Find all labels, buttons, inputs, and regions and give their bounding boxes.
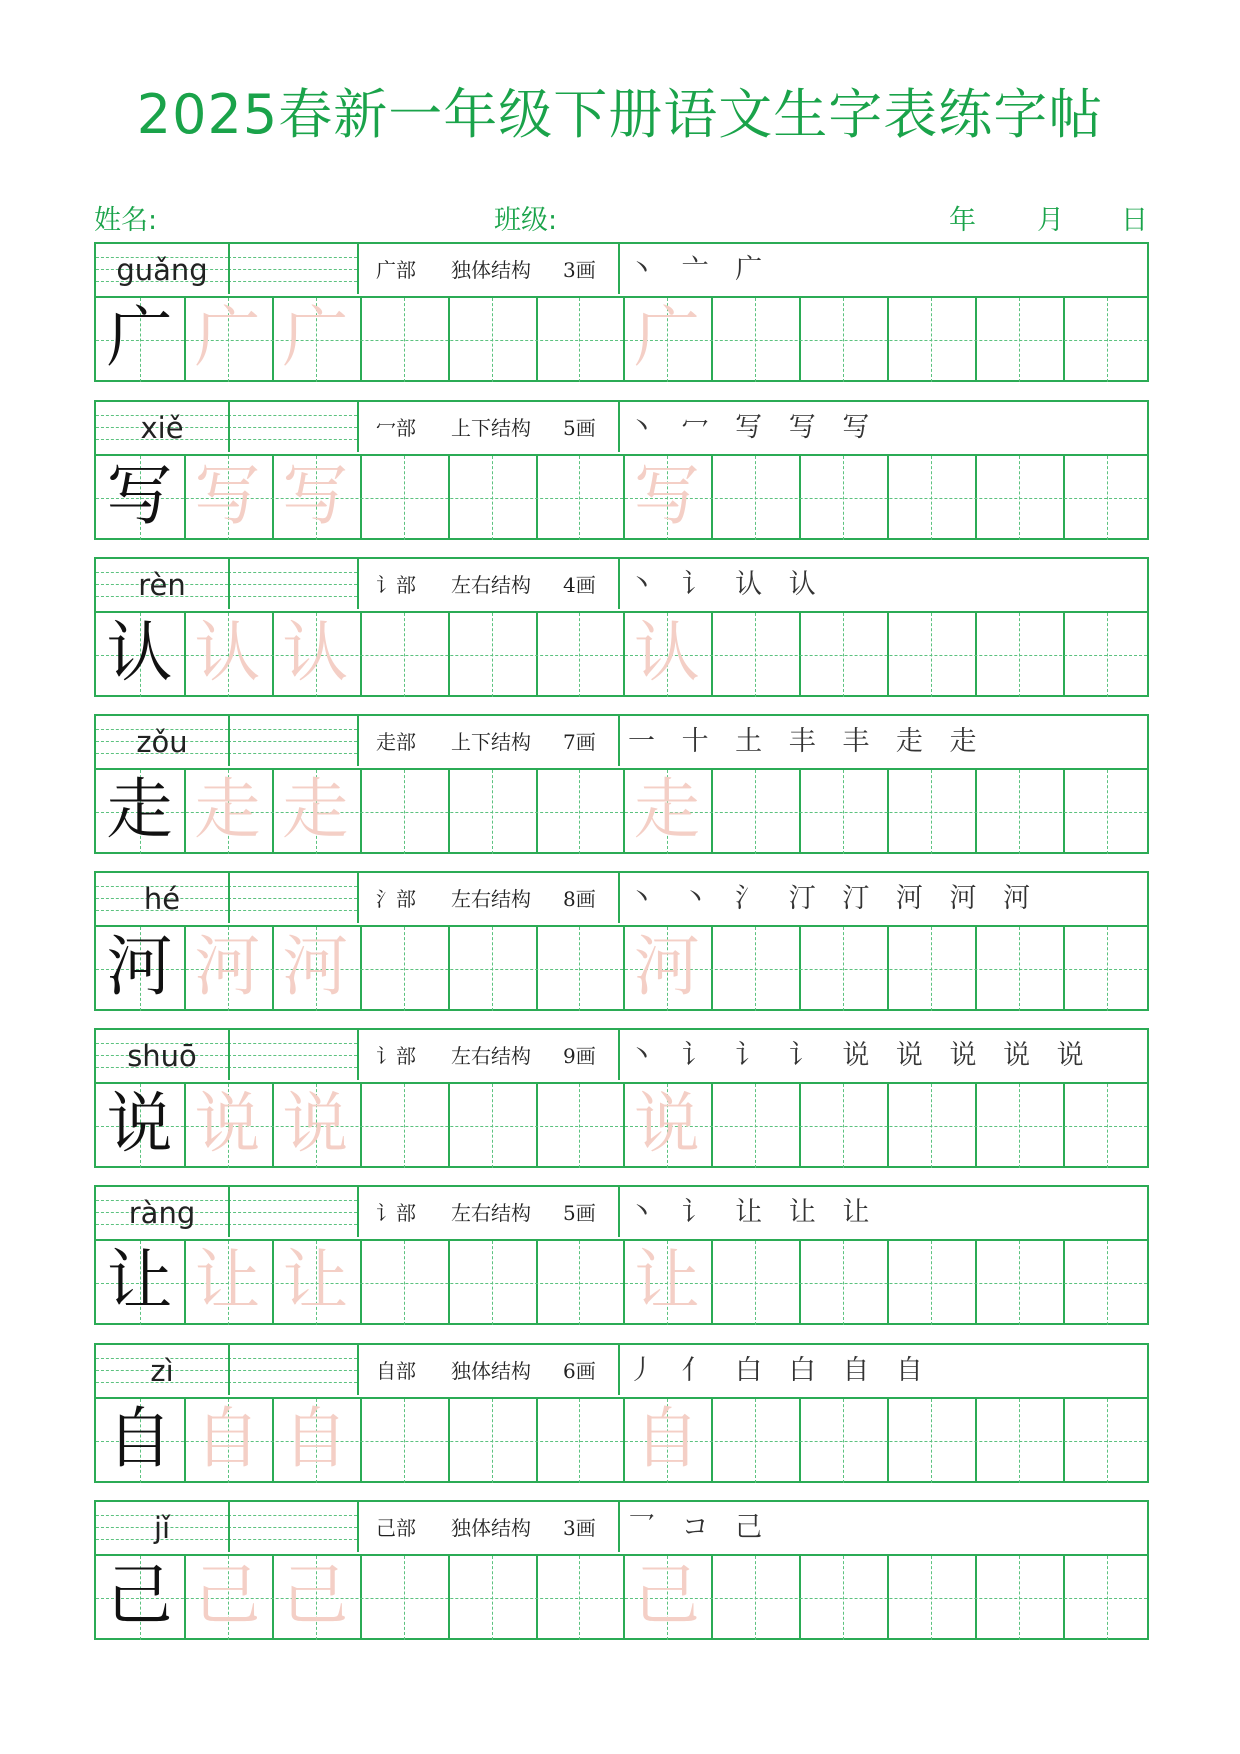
character-block: [94, 242, 1149, 382]
stroke-order: 丶 讠 讠 讠 说 说 说 说 说: [628, 1040, 1093, 1071]
cell-divider: [975, 1239, 977, 1323]
pinyin-guide-line: [228, 729, 357, 730]
stroke-order: 丶 亠 广: [628, 254, 772, 285]
trace-character: 河: [194, 928, 261, 1005]
trace-character: 广: [282, 299, 349, 376]
trace-character: 写: [282, 457, 349, 534]
structure: 独体结构: [451, 1359, 531, 1383]
model-character: 写: [106, 457, 173, 534]
model-character: 广: [106, 299, 173, 376]
stroke-count: 9画: [563, 1044, 596, 1068]
cell-divider: [887, 1239, 889, 1323]
cell-divider: [536, 925, 538, 1009]
cell-divider: [360, 925, 362, 1009]
pinyin-guide-line: [228, 584, 357, 585]
cell-divider: [975, 1397, 977, 1481]
cell-divider: [618, 1345, 620, 1395]
cell-divider: [887, 454, 889, 538]
cell-divider: [618, 1030, 620, 1080]
structure: 上下结构: [451, 730, 531, 754]
pinyin-guide-line: [228, 1224, 357, 1225]
trace-character: 写: [194, 457, 261, 534]
cell-divider: [360, 768, 362, 852]
stroke-order: 丶 冖 写 写 写: [628, 412, 879, 443]
radical: 讠部: [376, 1044, 416, 1068]
character-block: [94, 1028, 1149, 1168]
trace-character: 广: [633, 299, 700, 376]
cell-divider: [887, 296, 889, 380]
cell-divider: [975, 1082, 977, 1166]
radical: 讠部: [376, 1201, 416, 1225]
radical: 走部: [376, 730, 416, 754]
stroke-count: 5画: [563, 1201, 596, 1225]
trace-character: 己: [633, 1557, 700, 1634]
structure: 独体结构: [451, 258, 531, 282]
cell-divider: [357, 244, 359, 294]
model-character: 走: [106, 771, 173, 848]
trace-character: 让: [633, 1242, 700, 1319]
trace-character: 己: [194, 1557, 261, 1634]
cell-divider: [357, 1030, 359, 1080]
structure: 左右结构: [451, 573, 531, 597]
pinyin-guide-line: [228, 910, 357, 911]
trace-character: 说: [633, 1085, 700, 1162]
pinyin: hé: [143, 882, 181, 916]
cell-divider: [228, 1345, 230, 1395]
pinyin-guide-line: [228, 281, 357, 282]
pinyin-guide-line: [228, 257, 357, 258]
trace-character: 让: [194, 1242, 261, 1319]
cell-divider: [448, 296, 450, 380]
cell-divider: [1063, 454, 1065, 538]
cell-divider: [1063, 768, 1065, 852]
cell-divider: [360, 1397, 362, 1481]
model-character: 河: [106, 928, 173, 1005]
cell-divider: [448, 925, 450, 1009]
model-character: 认: [106, 614, 173, 691]
stroke-count: 4画: [563, 573, 596, 597]
cell-divider: [228, 402, 230, 452]
pinyin: shuō: [127, 1039, 197, 1073]
stroke-order: 乛 コ 己: [628, 1512, 772, 1543]
pinyin-guide-line: [228, 572, 357, 573]
cell-divider: [618, 402, 620, 452]
trace-character: 说: [194, 1085, 261, 1162]
stroke-count: 6画: [563, 1359, 596, 1383]
trace-character: 走: [633, 771, 700, 848]
cell-divider: [799, 1239, 801, 1323]
cell-divider: [975, 768, 977, 852]
cell-divider: [448, 454, 450, 538]
trace-character: 认: [633, 614, 700, 691]
trace-character: 河: [282, 928, 349, 1005]
cell-divider: [448, 1082, 450, 1166]
cell-divider: [975, 454, 977, 538]
month-label: 月: [1037, 205, 1064, 236]
cell-divider: [357, 716, 359, 766]
cell-divider: [975, 925, 977, 1009]
cell-divider: [360, 1082, 362, 1166]
cell-divider: [360, 454, 362, 538]
name-label: 姓名:: [94, 205, 158, 236]
trace-character: 自: [633, 1400, 700, 1477]
cell-divider: [1063, 1554, 1065, 1638]
model-character: 己: [106, 1557, 173, 1634]
cell-divider: [448, 611, 450, 695]
cell-divider: [228, 716, 230, 766]
stroke-count: 8画: [563, 887, 596, 911]
pinyin-guide-line: [228, 439, 357, 440]
cell-divider: [1063, 611, 1065, 695]
cell-divider: [711, 296, 713, 380]
cell-divider: [536, 611, 538, 695]
pinyin: jǐ: [153, 1511, 171, 1545]
cell-divider: [711, 925, 713, 1009]
cell-divider: [975, 296, 977, 380]
cell-divider: [228, 873, 230, 923]
cell-divider: [1063, 1239, 1065, 1323]
cell-divider: [228, 1187, 230, 1237]
trace-character: 河: [633, 928, 700, 1005]
cell-divider: [360, 1554, 362, 1638]
radical: 讠部: [376, 573, 416, 597]
radical: 氵部: [376, 887, 416, 911]
cell-divider: [448, 768, 450, 852]
pinyin-guide-line: [228, 1382, 357, 1383]
character-block: [94, 1500, 1149, 1640]
cell-divider: [536, 296, 538, 380]
cell-divider: [448, 1239, 450, 1323]
stroke-order: 丿 亻 白 白 自 自: [628, 1355, 932, 1386]
trace-character: 自: [194, 1400, 261, 1477]
radical: 冖部: [376, 416, 416, 440]
cell-divider: [711, 768, 713, 852]
pinyin-guide-line: [228, 1043, 357, 1044]
day-label: 日: [1121, 205, 1148, 236]
pinyin: guǎng: [116, 253, 208, 287]
cell-divider: [357, 402, 359, 452]
cell-divider: [799, 1082, 801, 1166]
structure: 左右结构: [451, 887, 531, 911]
cell-divider: [536, 1239, 538, 1323]
model-character: 说: [106, 1085, 173, 1162]
stroke-count: 3画: [563, 258, 596, 282]
cell-divider: [360, 611, 362, 695]
cell-divider: [711, 611, 713, 695]
cell-divider: [799, 1554, 801, 1638]
character-block: [94, 557, 1149, 697]
trace-character: 走: [194, 771, 261, 848]
trace-character: 己: [282, 1557, 349, 1634]
cell-divider: [360, 296, 362, 380]
cell-divider: [711, 1239, 713, 1323]
stroke-count: 5画: [563, 416, 596, 440]
cell-divider: [228, 1502, 230, 1552]
cell-divider: [536, 454, 538, 538]
cell-divider: [1063, 1082, 1065, 1166]
stroke-order: 丶 讠 认 认: [628, 569, 825, 600]
character-block: [94, 871, 1149, 1011]
trace-character: 认: [194, 614, 261, 691]
stroke-count: 3画: [563, 1516, 596, 1540]
cell-divider: [887, 1082, 889, 1166]
cell-divider: [711, 454, 713, 538]
structure: 左右结构: [451, 1201, 531, 1225]
cell-divider: [887, 611, 889, 695]
cell-divider: [618, 873, 620, 923]
pinyin-guide-line: [228, 1212, 357, 1213]
cell-divider: [711, 1554, 713, 1638]
cell-divider: [228, 1030, 230, 1080]
cell-divider: [711, 1397, 713, 1481]
pinyin-guide-line: [228, 1200, 357, 1201]
cell-divider: [618, 244, 620, 294]
class-label: 班级:: [494, 205, 558, 236]
cell-divider: [357, 1345, 359, 1395]
cell-divider: [799, 454, 801, 538]
cell-divider: [1063, 925, 1065, 1009]
page-title: 2025春新一年级下册语文生字表练字帖: [136, 83, 1104, 146]
stroke-order: 一 十 土 丰 丰 走 走: [628, 726, 986, 757]
pinyin-guide-line: [228, 898, 357, 899]
pinyin: zǒu: [136, 725, 188, 759]
trace-character: 自: [282, 1400, 349, 1477]
year-label: 年: [949, 205, 976, 236]
pinyin-guide-line: [228, 1370, 357, 1371]
pinyin-guide-line: [228, 753, 357, 754]
pinyin-guide-line: [228, 596, 357, 597]
trace-character: 认: [282, 614, 349, 691]
stroke-count: 7画: [563, 730, 596, 754]
cell-divider: [799, 925, 801, 1009]
cell-divider: [618, 716, 620, 766]
radical: 自部: [376, 1359, 416, 1383]
pinyin-guide-line: [228, 427, 357, 428]
trace-character: 走: [282, 771, 349, 848]
cell-divider: [228, 559, 230, 609]
pinyin-guide-line: [228, 1539, 357, 1540]
cell-divider: [357, 873, 359, 923]
radical: 己部: [376, 1516, 416, 1540]
cell-divider: [360, 1239, 362, 1323]
cell-divider: [536, 1397, 538, 1481]
pinyin-guide-line: [228, 741, 357, 742]
cell-divider: [975, 611, 977, 695]
cell-divider: [448, 1554, 450, 1638]
character-block: [94, 1185, 1149, 1325]
structure: 左右结构: [451, 1044, 531, 1068]
model-character: 自: [106, 1400, 173, 1477]
pinyin-guide-line: [228, 1515, 357, 1516]
trace-character: 写: [633, 457, 700, 534]
model-character: 让: [106, 1242, 173, 1319]
cell-divider: [536, 1082, 538, 1166]
cell-divider: [799, 611, 801, 695]
pinyin-guide-line: [228, 886, 357, 887]
cell-divider: [618, 1187, 620, 1237]
cell-divider: [887, 768, 889, 852]
pinyin: ràng: [128, 1196, 196, 1230]
cell-divider: [975, 1554, 977, 1638]
pinyin: zì: [150, 1354, 174, 1388]
cell-divider: [357, 559, 359, 609]
cell-divider: [618, 559, 620, 609]
trace-character: 说: [282, 1085, 349, 1162]
pinyin-guide-line: [228, 1358, 357, 1359]
cell-divider: [1063, 296, 1065, 380]
trace-character: 让: [282, 1242, 349, 1319]
pinyin-guide-line: [228, 1055, 357, 1056]
pinyin-guide-line: [228, 1067, 357, 1068]
cell-divider: [887, 1554, 889, 1638]
cell-divider: [799, 768, 801, 852]
cell-divider: [618, 1502, 620, 1552]
structure: 上下结构: [451, 416, 531, 440]
cell-divider: [536, 1554, 538, 1638]
cell-divider: [357, 1502, 359, 1552]
radical: 广部: [376, 258, 416, 282]
character-block: [94, 400, 1149, 540]
cell-divider: [711, 1082, 713, 1166]
stroke-order: 丶 讠 让 让 让: [628, 1197, 879, 1228]
cell-divider: [887, 1397, 889, 1481]
cell-divider: [887, 925, 889, 1009]
cell-divider: [1063, 1397, 1065, 1481]
pinyin-guide-line: [228, 269, 357, 270]
pinyin: xiě: [140, 411, 184, 445]
pinyin-guide-line: [228, 415, 357, 416]
character-block: [94, 1343, 1149, 1483]
cell-divider: [228, 244, 230, 294]
character-block: [94, 714, 1149, 854]
cell-divider: [799, 296, 801, 380]
cell-divider: [799, 1397, 801, 1481]
cell-divider: [448, 1397, 450, 1481]
pinyin-guide-line: [228, 1527, 357, 1528]
stroke-order: 丶 丶 氵 汀 汀 河 河 河: [628, 883, 1040, 914]
cell-divider: [357, 1187, 359, 1237]
pinyin: rèn: [138, 568, 186, 602]
structure: 独体结构: [451, 1516, 531, 1540]
trace-character: 广: [194, 299, 261, 376]
cell-divider: [536, 768, 538, 852]
